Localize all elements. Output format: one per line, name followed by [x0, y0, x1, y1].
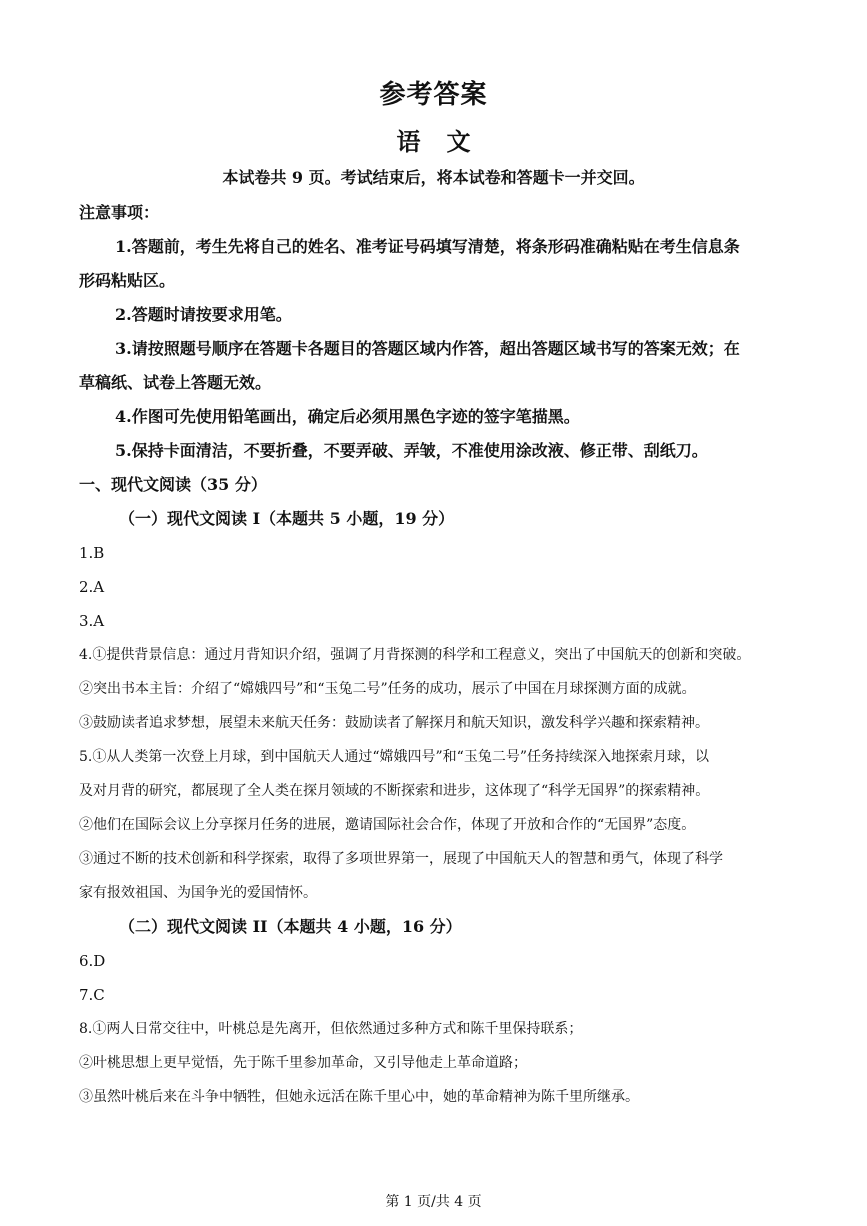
- page-title: 参考答案: [379, 80, 488, 110]
- exam-instruction: 本试卷共 9 页。考试结束后，将本试卷和答题卡一并交回。: [222, 168, 645, 187]
- note-item: 3.请按照题号顺序在答题卡各题目的答题区域内作答，超出答题区域书写的答案无效；在: [115, 339, 740, 358]
- notes-heading: 注意事项：: [79, 203, 160, 222]
- note-item: 4.作图可先使用铅笔画出，确定后必须用黑色字迹的签字笔描黑。: [115, 407, 580, 426]
- section-heading: 一、现代文阅读（35 分）: [79, 475, 267, 494]
- note-item: 形码粘贴区。: [79, 271, 176, 290]
- subsection-heading: （二）现代文阅读 II（本题共 4 小题，16 分）: [119, 917, 462, 936]
- answer-line: 及对月背的研究，都展现了全人类在探月领域的不断探索和进步，这体现了“科学无国界”的探索精神。: [79, 783, 710, 799]
- answer-line: ③虽然叶桃后来在斗争中牺牲，但她永远活在陈千里心中，她的革命精神为陈千里所继承。: [79, 1089, 639, 1105]
- answer-line: 4.①提供背景信息：通过月背知识介绍，强调了月背探测的科学和工程意义，突出了中国航天的创新和突破。: [79, 647, 751, 663]
- answer-line: ②叶桃思想上更早觉悟，先于陈千里参加革命，又引导他走上革命道路；: [79, 1055, 527, 1071]
- subsection-heading: （一）现代文阅读 I（本题共 5 小题，19 分）: [119, 509, 455, 528]
- answer-line: 3.A: [79, 612, 105, 630]
- subject-title: 语文: [396, 127, 497, 156]
- answer-line: 5.①从人类第一次登上月球，到中国航天人通过“嫦娥四号”和“玉兔二号”任务持续深入地探索月球，以: [79, 749, 709, 765]
- answer-line: ②他们在国际会议上分享探月任务的进展，邀请国际社会合作，体现了开放和合作的“无国界”态度。: [79, 817, 696, 833]
- answer-line: 7.C: [79, 986, 105, 1004]
- answer-line: ③通过不断的技术创新和科学探索，取得了多项世界第一，展现了中国航天人的智慧和勇气，体现了科学: [79, 851, 723, 867]
- note-item: 2.答题时请按要求用笔。: [115, 305, 292, 324]
- answer-line: 1.B: [79, 544, 105, 562]
- content-body: [79, 196, 791, 1114]
- answer-line: 6.D: [79, 952, 106, 970]
- note-item: 5.保持卡面清洁，不要折叠，不要弄破、弄皱，不准使用涂改液、修正带、刮纸刀。: [115, 441, 708, 460]
- answer-line: ②突出书本主旨：介绍了“嫦娥四号”和“玉兔二号”任务的成功，展示了中国在月球探测方面的成就。: [79, 681, 696, 697]
- answer-line: ③鼓励读者追求梦想，展望未来航天任务：鼓励读者了解探月和航天知识，激发科学兴趣和探索精神。: [79, 715, 709, 731]
- answer-line: 8.①两人日常交往中，叶桃总是先离开，但依然通过多种方式和陈千里保持联系；: [79, 1021, 583, 1037]
- answer-line: 2.A: [79, 578, 105, 596]
- note-item: 草稿纸、试卷上答题无效。: [79, 373, 272, 392]
- answer-line: 家有报效祖国、为国争光的爱国情怀。: [79, 885, 317, 901]
- page-number: 第 1 页/共 4 页: [385, 1194, 482, 1210]
- note-item: 1.答题前，考生先将自己的姓名、准考证号码填写清楚，将条形码准确粘贴在考生信息条: [115, 237, 740, 256]
